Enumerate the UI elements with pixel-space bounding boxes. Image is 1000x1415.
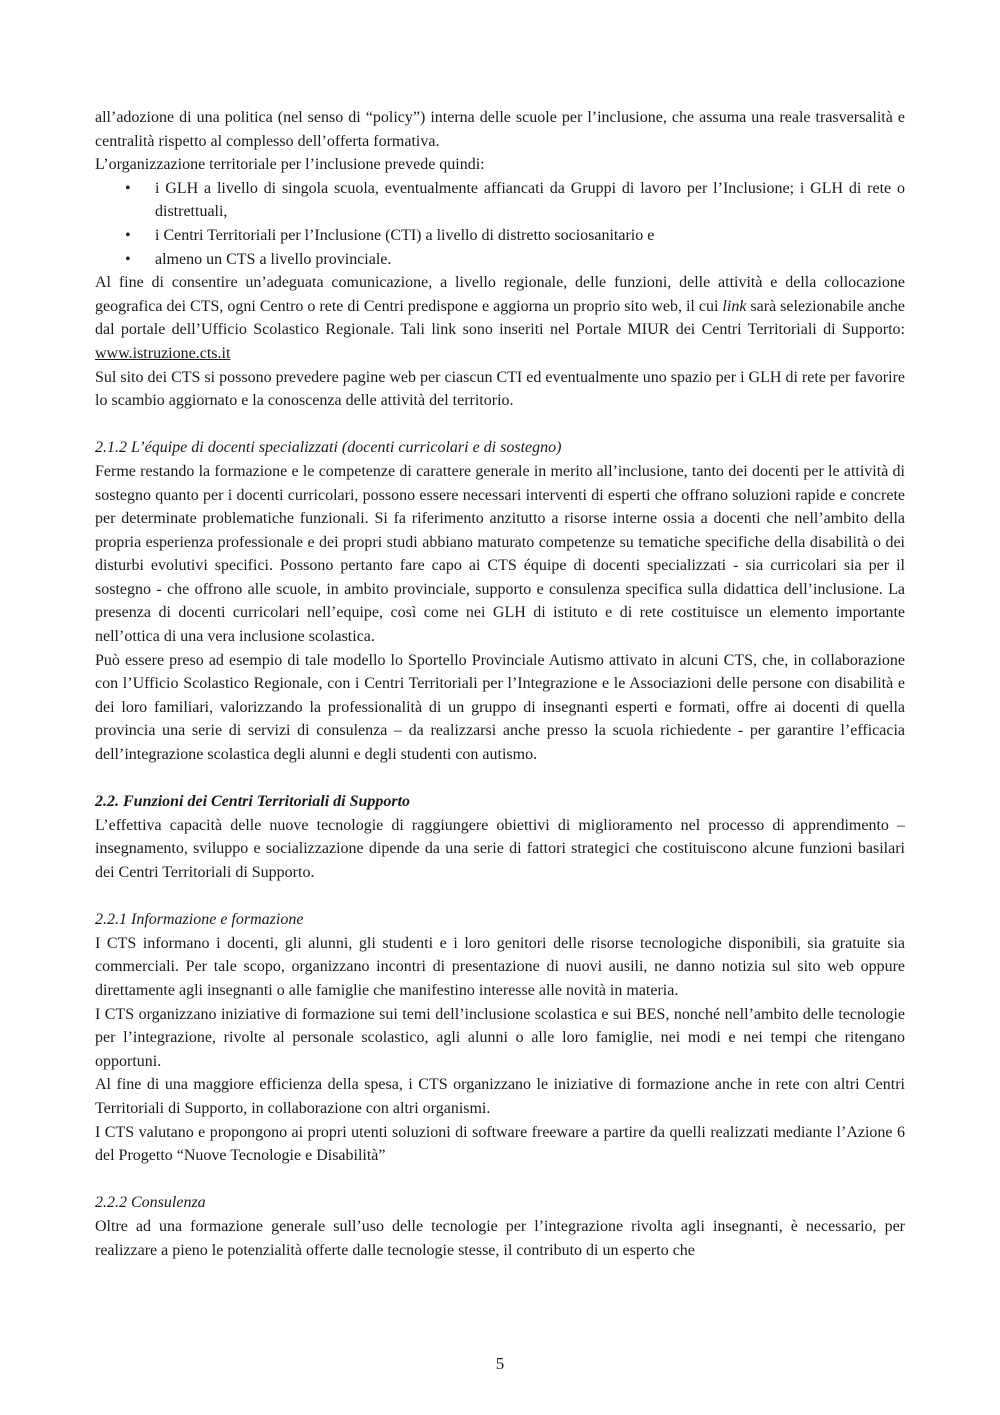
bullet-text: i Centri Territoriali per l’Inclusione (CTI) a livello di distretto sociosanitario e bbox=[155, 226, 655, 244]
section-221-paragraph-1: I CTS informano i docenti, gli alunni, gli studenti e i loro genitori delle risorse tecnologiche disponibili, sia gratuite sia commerciali. Per tale scopo, organizzano incontri di presentazione di nuovi ausili, ne danno notizia sul sito web oppure direttamente agli insegnanti o alle famiglie che manifestino interesse alle novità in materia. bbox=[95, 934, 905, 999]
page-number: 5 bbox=[495, 1354, 505, 1373]
section-221-paragraph-2: I CTS organizzano iniziative di formazione sui temi dell’inclusione scolastica e sui BES, nonché nell’ambito delle tecnologie per l’integrazione, rivolte al personale scolastico, agli alunni o alle loro famiglie, nei modi e nei tempi che ritengano opportuni. bbox=[95, 1005, 905, 1070]
section-heading-22: 2.2. Funzioni dei Centri Territoriali di Supporto bbox=[95, 793, 411, 811]
section-heading-221: 2.2.1 Informazione e formazione bbox=[95, 911, 304, 929]
section-heading-212: 2.1.2 L’équipe di docenti specializzati (docenti curricolari e di sostegno) bbox=[95, 439, 562, 457]
spacer bbox=[95, 885, 905, 909]
section-222-paragraph-1: Oltre ad una formazione generale sull’uso delle tecnologie per l’integrazione rivolta agli insegnanti, è necessario, per realizzare a pieno le potenzialità offerte dalle tecnologie stesse, il contributo di un esperto che bbox=[95, 1217, 905, 1259]
section-heading-222: 2.2.2 Consulenza bbox=[95, 1194, 206, 1212]
document-page bbox=[95, 106, 905, 1262]
spacer bbox=[95, 767, 905, 791]
section-221-paragraph-4: I CTS valutano e propongono ai propri utenti soluzioni di software freeware a partire da quelli realizzati mediante l’Azione 6 del Progetto “Nuove Tecnologie e Disabilità” bbox=[95, 1123, 905, 1165]
section-212-paragraph-2: Può essere preso ad esempio di tale modello lo Sportello Provinciale Autismo attivato in alcuni CTS, che, in collaborazione con l’Ufficio Scolastico Regionale, con i Centri Territoriali per l’Integrazione e le Associazioni delle persone con disabilità e dei loro familiari, valorizzando la professionalità di un gruppo di insegnanti esperti e formati, offre ai docenti di quella provincia una serie di servizi di consulenza – da realizzarsi anche presso la scuola richiedente - per garantire l’efficacia dell’integrazione scolastica degli alunni e degli studenti con autismo. bbox=[95, 651, 905, 764]
section-212-paragraph-1: Ferme restando la formazione e le competenze di carattere generale in merito all’inclusione, tanto dei docenti per le attività di sostegno quanto per i docenti curricolari, possono essere necessari interventi di esperti che offrano soluzioni rapide e concrete per determinate problematiche funzionali. Si fa riferimento anzitutto a risorse interne ossia a docenti che nell’ambito della propria esperienza professionale e dei propri studi abbiano maturato competenze su tematiche specifiche della disabilità o dei disturbi evolutivi specifici. Possono pertanto fare capo ai CTS équipe di docenti specializzati - sia curricolari sia per il sostegno - che offrono alle scuole, in ambito provinciale, supporto e consulenza specifica sulla didattica dell’inclusione. La presenza di docenti curricolari nell’equipe, così come nei GLH di istituto e di rete costituisce un elemento importante nell’ottica di una vera inclusione scolastica. bbox=[95, 462, 905, 646]
intro-organization-paragraph: L’organizzazione territoriale per l’inclusione prevede quindi: bbox=[95, 156, 485, 174]
section-22-paragraph-1: L’effettiva capacità delle nuove tecnologie di raggiungere obiettivi di miglioramento nel processo di apprendimento – insegnamento, sviluppo e socializzazione dipende da una serie di fattori strategici che costituiscono alcune funzioni basilari dei Centri Territoriali di Supporto. bbox=[95, 816, 905, 881]
website-text-start: Al fine di consentire un’adeguata comunicazione, a livello regionale, delle funzioni, delle attività e della collocazione geografica dei CTS, ogni Centro o rete di Centri predispone e aggiorna un proprio sito web, il cui bbox=[95, 274, 905, 315]
bullet-text: almeno un CTS a livello provinciale. bbox=[155, 250, 392, 268]
intro-paragraph: all’adozione di una politica (nel senso di “policy”) interna delle scuole per l’inclusione, che assuma una reale trasversalità e centralità rispetto al complesso dell’offerta formativa. bbox=[95, 109, 905, 150]
organization-bullet-list bbox=[95, 177, 905, 271]
bullet-icon: • bbox=[125, 226, 131, 244]
bullet-item-cts bbox=[95, 248, 905, 272]
bullet-item-glh bbox=[95, 177, 905, 224]
spacer bbox=[95, 1168, 905, 1192]
cts-site-paragraph: Sul sito dei CTS si possono prevedere pagine web per ciascun CTI ed eventualmente uno spazio per i GLH di rete per favorire lo scambio aggiornato e la conoscenza delle attività del territorio. bbox=[95, 368, 905, 410]
bullet-item-cti bbox=[95, 224, 905, 248]
spacer bbox=[95, 413, 905, 437]
link-word: link bbox=[722, 297, 747, 315]
bullet-icon: • bbox=[125, 179, 131, 197]
website-paragraph bbox=[95, 271, 905, 365]
miur-portal-link[interactable]: www.istruzione.cts.it bbox=[95, 344, 231, 362]
bullet-icon: • bbox=[125, 250, 131, 268]
bullet-text: i GLH a livello di singola scuola, eventualmente affiancati da Gruppi di lavoro per l’Inclusione; i GLH di rete o distrettuali, bbox=[155, 179, 905, 221]
section-221-paragraph-3: Al fine di una maggiore efficienza della spesa, i CTS organizzano le iniziative di formazione anche in rete con altri Centri Territoriali di Supporto, in collaborazione con altri organismi. bbox=[95, 1076, 905, 1117]
website-text-middle: sarà selezionabile anche dal portale dell’Ufficio Scolastico Regionale. Tali link sono inseriti nel Portale MIUR dei Centri Territoriali di Supporto: bbox=[95, 297, 906, 339]
